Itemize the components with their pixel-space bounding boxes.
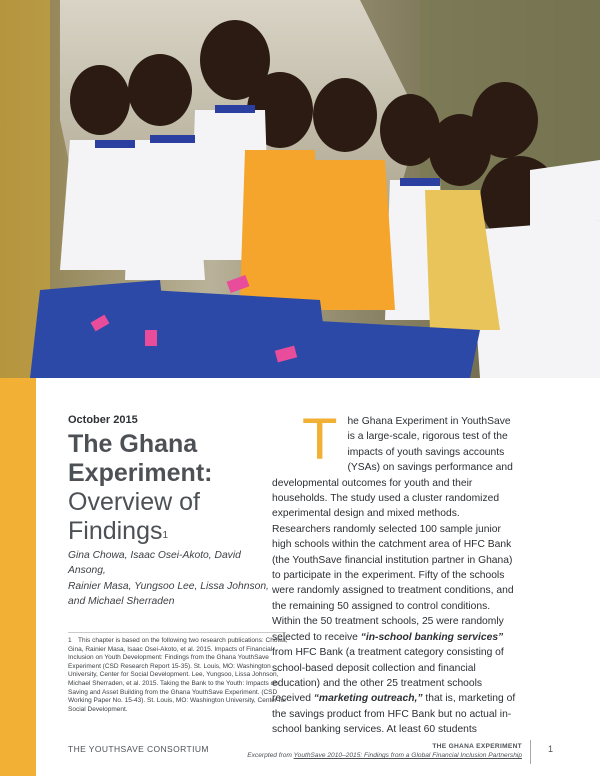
body-text-part3: that is, marketing of the savings product from HFC Bank but no actual in-school banking services. At least 60 students [272, 693, 516, 736]
footer-consortium: THE YOUTHSAVE CONSORTIUM [68, 744, 209, 754]
footer-doc-title: THE GHANA EXPERIMENT [432, 743, 522, 750]
body-text-part1: he Ghana Experiment in YouthSave is a large-scale, rigorous test of the impacts of youth savings accounts (YSAs) on savings performance and developmental outcomes for youth and their households. The study used a cluster randomized experimental design and mixed methods. Researchers randomly selected 100 sample junior high schools within the catchment area of HFC Bank (the YouthSave financial institution partner in Ghana) to participate in the experiment. Fifty of the schools were randomly assigned to treatment conditions, and the remaining 50 assigned to control conditions. Within the 50 treatment schools, 25 were randomly selected to receive [272, 416, 514, 643]
title-line-1: The Ghana [68, 430, 198, 458]
footnote-divider [68, 632, 286, 633]
author-list [68, 548, 278, 609]
publication-date: October 2015 [68, 414, 138, 426]
author-line: Gina Chowa, Isaac Osei-Akoto, David Ansong, [68, 550, 241, 577]
footer-excerpt-prefix: Excerpted from [247, 752, 294, 759]
emphasis-in-school-banking: “in-school banking services” [360, 631, 504, 643]
page-title [68, 430, 268, 546]
title-line-3: Overview of [68, 488, 200, 516]
footer-citation [247, 742, 522, 760]
title-findings: Findings [68, 517, 163, 545]
drop-cap: T [302, 407, 338, 472]
body-text-part2: from HFC Bank (a treatment category consisting of school-based deposit collection and financial education) and the other 25 treatment schools received [272, 647, 504, 705]
author-line: and Michael Sherraden [68, 595, 175, 607]
footer-divider [530, 740, 531, 764]
title-footnote-mark[interactable]: 1 [162, 530, 169, 541]
footer-source-link[interactable]: YouthSave 2010–2015: Findings from a Global Financial Inclusion Partnership [293, 752, 522, 759]
cover-photo [0, 0, 600, 378]
footnote-number: 1 [68, 637, 72, 644]
title-line-2: Experiment: [68, 459, 213, 487]
footnote-text: This chapter is based on the following two research publications: Chowa, Gina, Rainier Masa, Isaac Osei-Akoto, et al. 2015. Impacts of Financial Inclusion on Youth Development: Findings from the Ghana YouthSave Experiment (CSD Research Report 15-35). St. Louis, MO: Washington University, Center for Social Development. Lee, Yungsoo, Lissa Johnson, Michael Sherraden, et al. 2015. Taking the Bank to the Youth: Impacts on Saving and Asset Building from the Ghana YouthSave Experiment. (CSD Working Paper No. 15-43). St. Louis, MO: Washington University, Center for Social Development. [68, 637, 288, 713]
author-line: Rainier Masa, Yungsoo Lee, Lissa Johnson, [68, 580, 269, 592]
title-line-4 [68, 517, 268, 546]
emphasis-marketing-outreach: “marketing outreach,” [313, 693, 423, 705]
accent-bar [0, 378, 36, 776]
page-number: 1 [548, 744, 554, 754]
footnote [68, 637, 288, 714]
body-paragraph [272, 407, 518, 738]
